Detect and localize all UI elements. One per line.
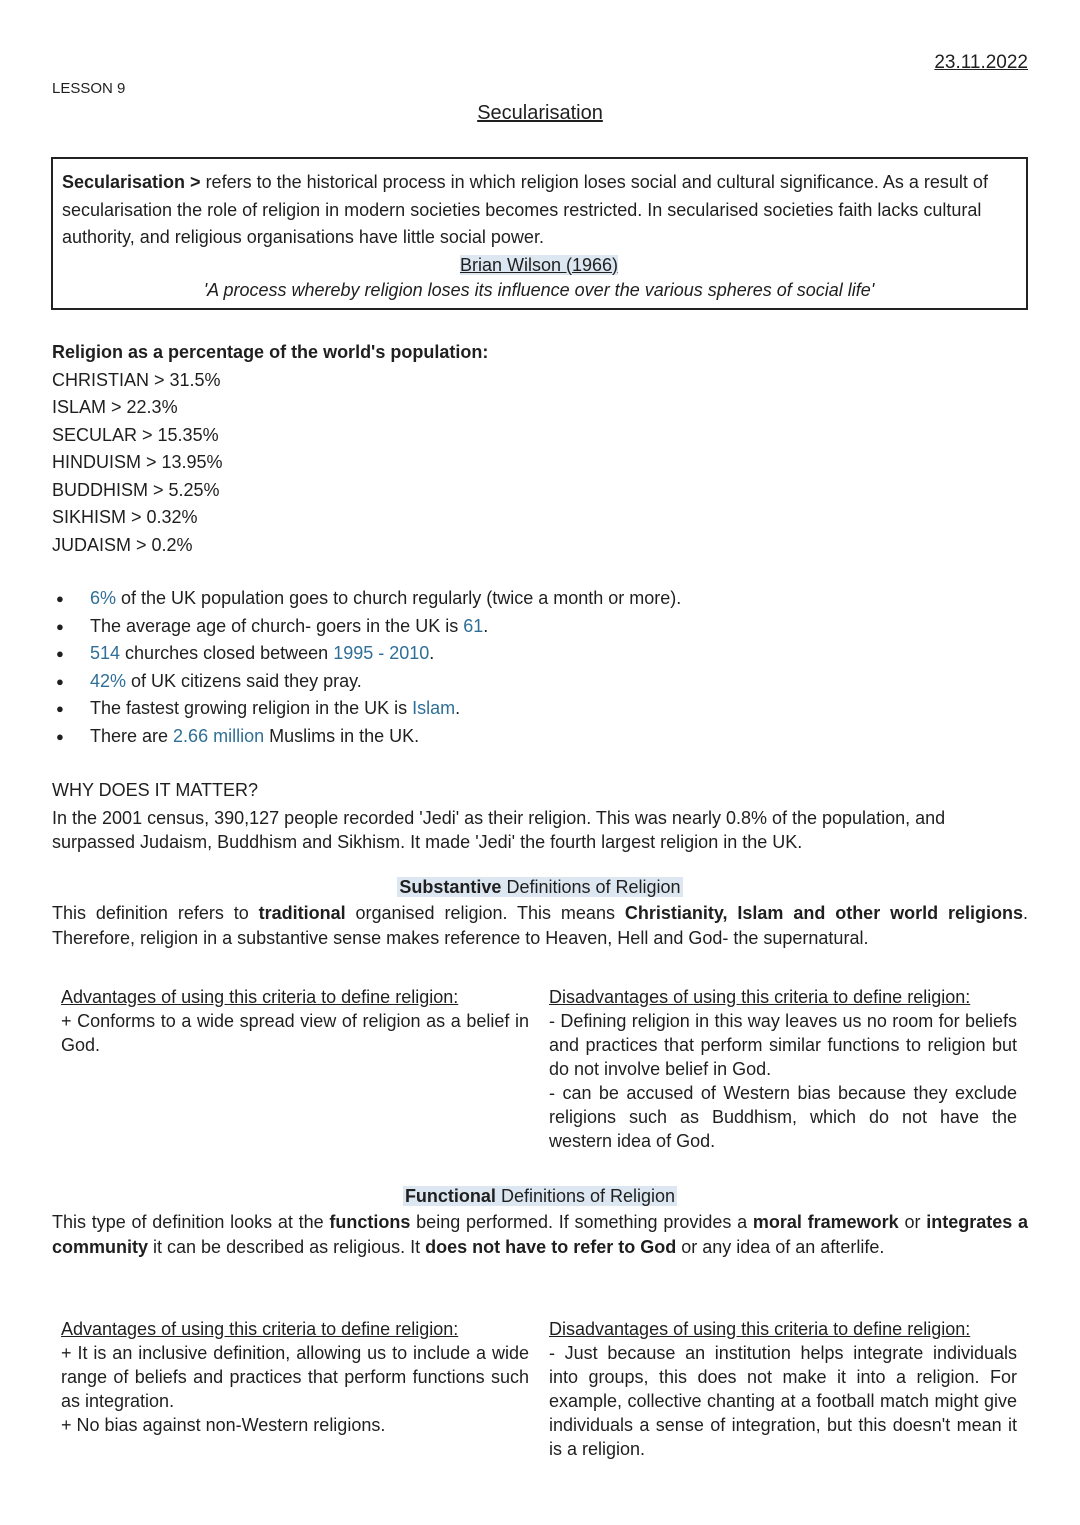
functional-advantages [61, 1317, 529, 1437]
definition-text [62, 169, 1016, 252]
list-item [52, 723, 681, 751]
functional-paragraph: This type of definition looks at the functions being performed. If something provides a moral framework or integrates a community it can be described as religious. It does not have to refer to God or any idea of an afterlife. [52, 1212, 1028, 1257]
functional-disadvantages [549, 1317, 1017, 1461]
highlight-value: Islam [412, 698, 456, 718]
religion-stats-heading: Religion as a percentage of the world's population: [52, 342, 489, 362]
disadvantage-item: - Just because an institution helps integrate individuals into groups, this does not make it into a religion. For example, collective chanting at a football match might give individuals a sense of integration, but this doesn't mean it is a religion. [549, 1343, 1017, 1459]
disadvantage-item: - can be accused of Western bias because they exclude religions such as Buddhism, which do not have the western idea of God. [549, 1083, 1017, 1151]
heading-bold: Functional [404, 1186, 496, 1206]
fact-text: The fastest growing religion in the UK is [90, 698, 413, 718]
highlight-value: 6% [90, 588, 117, 608]
list-item [52, 640, 681, 668]
list-item [52, 668, 681, 696]
advantage-item: + It is an inclusive definition, allowing us to include a wide range of beliefs and practices that perform functions such as integration. [61, 1343, 529, 1411]
substantive-disadvantages [549, 985, 1017, 1153]
definition-quote: 'A process whereby religion loses its influence over the various spheres of social life' [203, 279, 875, 300]
fact-text: of UK citizens said they pray. [126, 670, 362, 691]
disadvantages-heading: Disadvantages of using this criteria to define religion: [549, 1319, 971, 1339]
definition-author: Brian Wilson (1966) [459, 254, 619, 275]
why-heading: WHY DOES IT MATTER? [52, 780, 259, 800]
disadvantages-heading: Disadvantages of using this criteria to define religion: [549, 987, 971, 1007]
substantive-heading [0, 877, 1080, 898]
fact-text: Muslims in the UK. [264, 725, 420, 746]
fact-text: There are [90, 725, 174, 746]
document-date: 23.11.2022 [934, 52, 1028, 73]
fact-text: . [455, 698, 461, 718]
religion-stat-item: JUDAISM > 0.2% [52, 534, 193, 555]
advantages-heading: Advantages of using this criteria to define religion: [61, 1319, 459, 1339]
list-item [52, 695, 681, 723]
religion-stat-item: ISLAM > 22.3% [52, 397, 178, 417]
religion-stat-item: SECULAR > 15.35% [52, 424, 219, 445]
advantages-heading: Advantages of using this criteria to define religion: [61, 987, 459, 1007]
fact-text: The average age of church- goers in the UK is [90, 615, 464, 636]
highlight-value: 61 [463, 615, 484, 636]
advantage-item: + Conforms to a wide spread view of religion as a belief in God. [61, 1011, 529, 1055]
highlight-value: 42% [90, 670, 127, 691]
religion-stat-item: SIKHISM > 0.32% [52, 507, 198, 527]
list-item [52, 585, 681, 613]
heading-rest: Definitions of Religion [495, 1186, 676, 1206]
religion-stat-item: BUDDHISM > 5.25% [52, 479, 220, 500]
heading-rest: Definitions of Religion [501, 877, 681, 897]
fact-text: churches closed between [120, 643, 334, 663]
definition-box [51, 157, 1028, 310]
advantage-item: + No bias against non-Western religions. [61, 1415, 386, 1435]
definition-author-line [62, 252, 1016, 278]
highlight-value: 2.66 million [173, 725, 265, 746]
list-item [52, 613, 681, 641]
disadvantage-item: - Defining religion in this way leaves us no room for beliefs and practices that perform similar functions to religion but do not involve belief in God. [549, 1011, 1017, 1079]
page-title: Secularisation [477, 102, 603, 124]
highlight-value: 514 [90, 643, 121, 663]
religion-stats [52, 339, 488, 559]
fact-text: of the UK population goes to church regularly (twice a month or more). [116, 588, 682, 608]
lesson-label: LESSON 9 [52, 80, 126, 97]
substantive-paragraph: This definition refers to traditional organised religion. This means Christianity, Islam and other world religions. Therefore, religion in a substantive sense makes reference to Heaven, Hell and God- the supernatural. [52, 903, 1028, 948]
heading-bold: Substantive [399, 877, 502, 897]
uk-facts-list [52, 585, 681, 750]
fact-text: . [483, 615, 489, 636]
definition-body: refers to the historical process in which religion loses social and cultural significance. As a result of secularisation the role of religion in modern societies becomes restricted. In secularised societies faith lacks cultural authority, and religious organisations have little social power. [62, 172, 988, 247]
fact-text: . [429, 643, 435, 663]
definition-term: Secularisation > [62, 172, 201, 192]
highlight-value: 1995 - 2010 [333, 643, 430, 663]
religion-stat-item: CHRISTIAN > 31.5% [52, 369, 221, 390]
religion-stat-item: HINDUISM > 13.95% [52, 452, 223, 472]
functional-heading [0, 1186, 1080, 1207]
substantive-advantages [61, 985, 529, 1057]
why-section [52, 778, 1028, 854]
why-text: In the 2001 census, 390,127 people recorded 'Jedi' as their religion. This was nearly 0.8% of the population, and surpassed Judaism, Buddhism and Sikhism. It made 'Jedi' the fourth largest religion in the UK. [52, 808, 946, 852]
